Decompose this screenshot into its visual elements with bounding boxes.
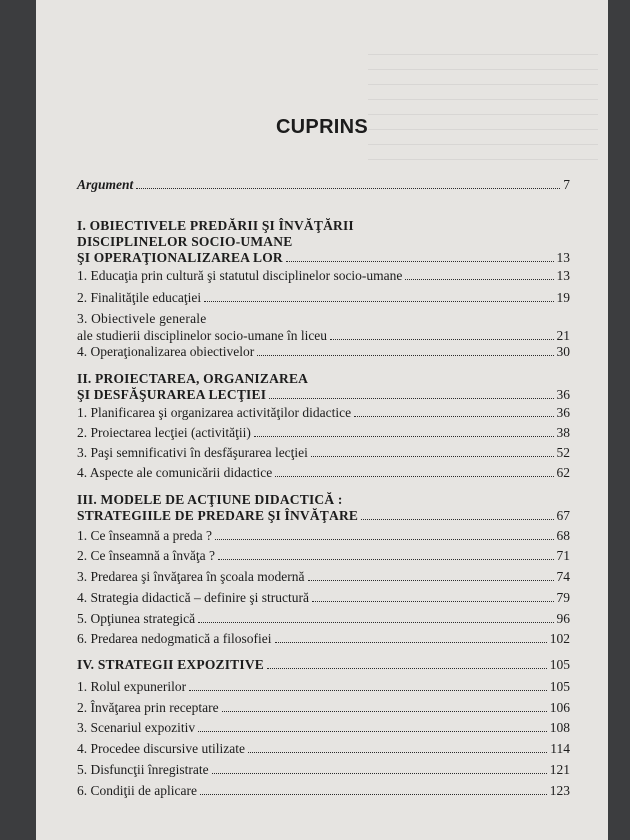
leader-dots (286, 261, 554, 262)
toc-entry-label: 6. Predarea nedogmatică a filosofiei (77, 631, 272, 646)
leader-dots (136, 188, 560, 189)
leader-dots (330, 339, 553, 340)
toc-entry-label: Argument (77, 177, 134, 192)
toc-entry-label: 2. Ce înseamnă a învăţa ? (77, 548, 215, 563)
toc-entry[interactable] (77, 289, 570, 306)
toc-entry-label: 1. Ce înseamnă a preda ? (77, 528, 212, 543)
toc-section-2[interactable] (77, 386, 570, 403)
toc-page-number: 102 (549, 631, 570, 646)
bleed-through-texture (368, 40, 598, 170)
toc-page-number: 30 (556, 344, 570, 359)
toc-entry-label: 5. Opţiunea strategică (77, 611, 196, 626)
toc-entry-label: 1. Rolul expunerilor (77, 679, 187, 694)
leader-dots (257, 355, 553, 356)
toc-page-number: 62 (556, 465, 570, 480)
book-page (36, 0, 608, 840)
leader-dots (198, 622, 553, 623)
leader-dots (189, 690, 547, 691)
toc-page-number: 13 (556, 250, 570, 265)
toc-entry-label: 2. Proiectarea lecţiei (activităţii) (77, 425, 251, 440)
toc-page-number: 7 (563, 177, 570, 192)
toc-entry-argument[interactable] (77, 176, 570, 193)
toc-entry-label: 1. Educaţia prin cultură şi statutul disciplinelor socio-umane (77, 268, 403, 283)
toc-entry-label: 3. Predarea şi învăţarea în şcoala modernă (77, 569, 305, 584)
toc-entry-label: 3. Scenariul expozitiv (77, 720, 196, 735)
leader-dots (218, 559, 554, 560)
toc-page-number: 79 (556, 590, 570, 605)
toc-page-number: 19 (556, 290, 570, 305)
toc-entry-label: 2. Învăţarea prin receptare (77, 700, 219, 715)
section-heading-line: II. PROIECTAREA, ORGANIZAREA (77, 371, 309, 386)
toc-entry[interactable] (77, 464, 570, 481)
leader-dots (361, 519, 553, 520)
leader-dots (269, 398, 553, 399)
leader-dots (405, 279, 553, 280)
toc-entry[interactable] (77, 782, 570, 799)
section-heading-line: I. OBIECTIVELE PREDĂRII ŞI ÎNVĂŢĂRII (77, 218, 354, 233)
toc-page-number: 36 (556, 387, 570, 402)
section-heading: ŞI DESFĂŞURAREA LECŢIEI (77, 387, 267, 402)
leader-dots (275, 476, 553, 477)
toc-entry-label: 1. Planificarea şi organizarea activităţilor didactice (77, 405, 352, 420)
toc-page-number: 68 (556, 528, 570, 543)
toc-page-number: 71 (556, 548, 570, 563)
leader-dots (222, 711, 547, 712)
toc-page-number: 21 (556, 328, 570, 343)
toc-entry-label: ale studierii disciplinelor socio-umane în liceu (77, 328, 328, 343)
section-heading: STRATEGIILE DE PREDARE ŞI ÎNVĂŢARE (77, 508, 359, 523)
leader-dots (311, 456, 554, 457)
toc-page-number: 74 (556, 569, 570, 584)
leader-dots (215, 539, 554, 540)
toc-page-number: 36 (556, 405, 570, 420)
toc-entry[interactable] (77, 630, 570, 647)
toc-entry[interactable] (77, 568, 570, 585)
toc-entry[interactable] (77, 404, 570, 421)
toc-entry[interactable] (77, 740, 570, 757)
toc-page-number: 123 (549, 783, 570, 798)
toc-page-number: 106 (549, 700, 570, 715)
toc-entry-label: 3. Paşi semnificativi în desfăşurarea lecţiei (77, 445, 308, 460)
toc-entry[interactable] (77, 343, 570, 360)
toc-entry[interactable] (77, 267, 570, 284)
section-heading: ŞI OPERAŢIONALIZAREA LOR (77, 250, 283, 265)
toc-page-number: 108 (549, 720, 570, 735)
leader-dots (212, 773, 547, 774)
toc-page-number: 105 (549, 679, 570, 694)
toc-page-number: 105 (549, 657, 570, 672)
toc-entry[interactable] (77, 589, 570, 606)
leader-dots (198, 731, 547, 732)
leader-dots (275, 642, 547, 643)
toc-entry[interactable] (77, 527, 570, 544)
toc-entry-label: 4. Strategia didactică – definire şi structură (77, 590, 310, 605)
leader-dots (308, 580, 554, 581)
toc-entry[interactable] (77, 719, 570, 736)
toc-page-number: 67 (556, 508, 570, 523)
toc-page-number: 38 (556, 425, 570, 440)
toc-page-number: 96 (556, 611, 570, 626)
toc-section-3[interactable] (77, 507, 570, 524)
toc-section-1[interactable] (77, 249, 570, 266)
section-heading: IV. STRATEGII EXPOZITIVE (77, 657, 264, 672)
toc-entry[interactable] (77, 327, 570, 344)
toc-entry[interactable] (77, 610, 570, 627)
leader-dots (204, 301, 553, 302)
toc-entry[interactable] (77, 547, 570, 564)
toc-page-number: 121 (549, 762, 570, 777)
leader-dots (248, 752, 547, 753)
toc-section-4[interactable] (77, 656, 570, 673)
toc-entry[interactable] (77, 699, 570, 716)
toc-entry[interactable] (77, 761, 570, 778)
toc-entry-label: 6. Condiţii de aplicare (77, 783, 197, 798)
toc-entry[interactable] (77, 678, 570, 695)
leader-dots (312, 601, 553, 602)
toc-page-number: 114 (550, 741, 570, 756)
toc-entry-label: 4. Operaţionalizarea obiectivelor (77, 344, 255, 359)
toc-entry[interactable] (77, 424, 570, 441)
toc-entry-label: 4. Procedee discursive utilizate (77, 741, 245, 756)
toc-entry[interactable] (77, 444, 570, 461)
leader-dots (354, 416, 553, 417)
toc-page-number: 13 (556, 268, 570, 283)
page-title: CUPRINS (275, 116, 369, 138)
leader-dots (200, 794, 547, 795)
section-heading-line: III. MODELE DE ACŢIUNE DIDACTICĂ : (77, 492, 343, 507)
toc-entry-label: 4. Aspecte ale comunicării didactice (77, 465, 273, 480)
leader-dots (254, 436, 554, 437)
toc-page-number: 52 (556, 445, 570, 460)
toc-entry-label: 2. Finalităţile educaţiei (77, 290, 202, 305)
section-heading-line: DISCIPLINELOR SOCIO-UMANE (77, 234, 293, 249)
toc-entry-label-line: 3. Obiectivele generale (77, 311, 207, 326)
toc-entry-label: 5. Disfuncţii înregistrate (77, 762, 209, 777)
leader-dots (267, 668, 547, 669)
